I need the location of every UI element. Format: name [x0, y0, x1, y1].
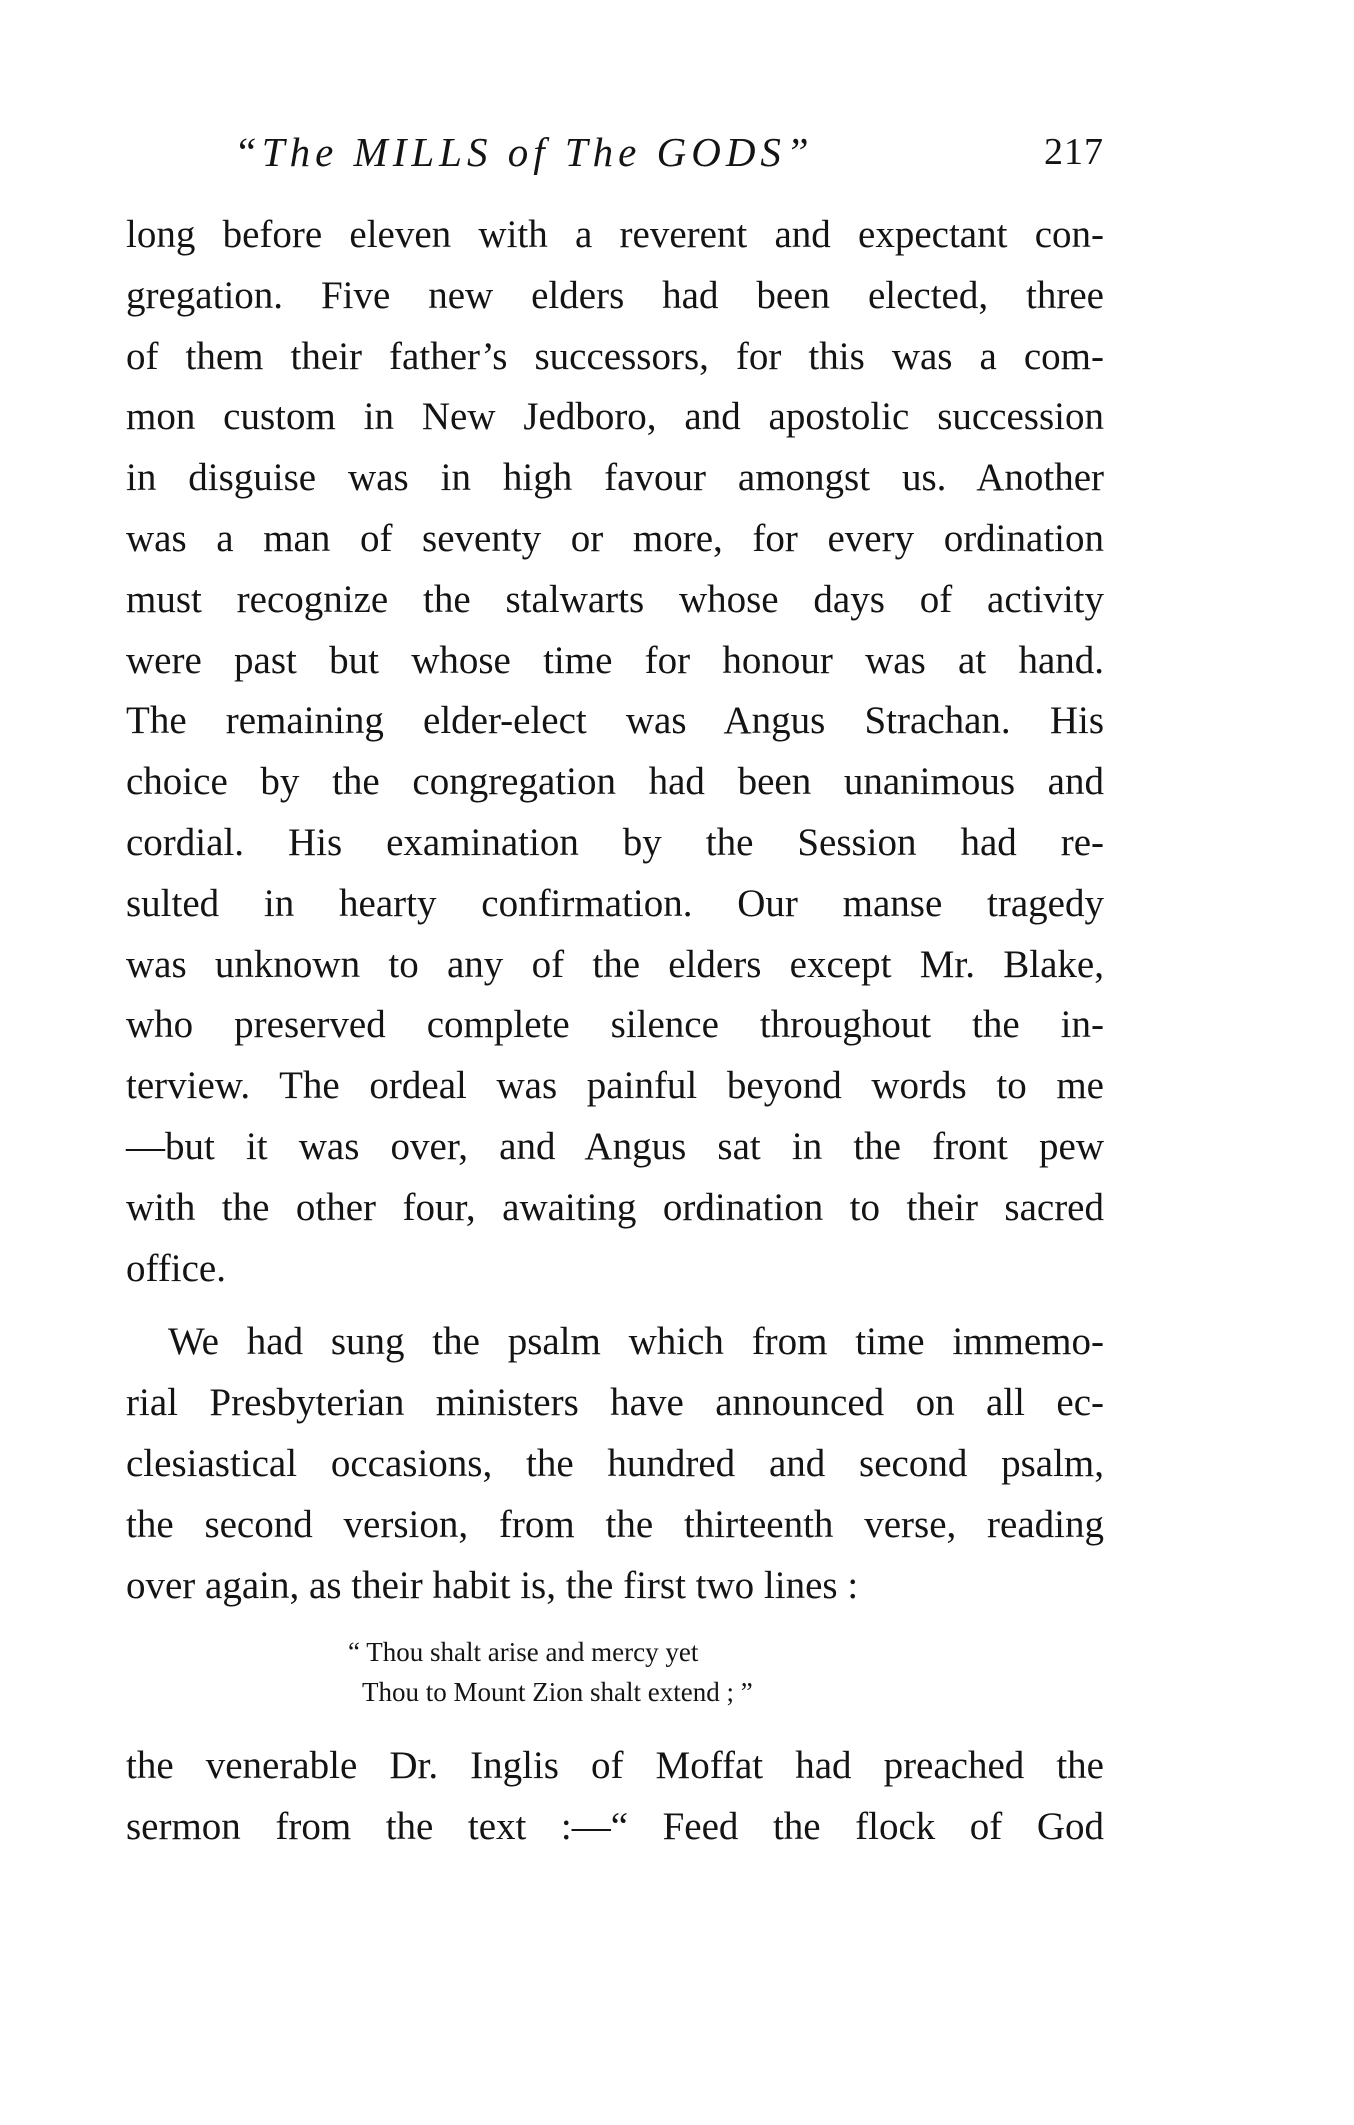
text-line: office. [126, 1246, 226, 1290]
text-line: sulted in hearty confirmation. Our manse tragedy [126, 881, 1104, 925]
text-line: the second version, from the thirteenth verse, reading [126, 1502, 1104, 1546]
text-line: —but it was over, and Angus sat in the front pew [126, 1124, 1104, 1168]
paragraph-1 [126, 205, 1104, 1299]
text-line: cordial. His examination by the Session had re- [126, 820, 1104, 864]
text-line: must recognize the stalwarts whose days of activity [126, 577, 1104, 621]
text-line: with the other four, awaiting ordination to their sacred [126, 1185, 1104, 1229]
page-number: 217 [1044, 131, 1104, 173]
text-line: was unknown to any of the elders except Mr. Blake, [126, 942, 1104, 986]
verse-line: “ Thou shalt arise and mercy yet [348, 1637, 699, 1668]
text-line: We had sung the psalm which from time immemo- [168, 1320, 1104, 1364]
text-line: choice by the congregation had been unanimous and [126, 760, 1104, 804]
text-line: rial Presbyterian ministers have announced on all ec- [126, 1381, 1104, 1425]
verse-quotation [126, 1632, 1104, 1712]
text-line: sermon from the text :—“ Feed the flock of God [126, 1805, 1104, 1849]
text-line: gregation. Five new elders had been elected, three [126, 273, 1104, 317]
text-line: the venerable Dr. Inglis of Moffat had preached the [126, 1744, 1104, 1788]
text-line: long before eleven with a reverent and expectant con- [126, 213, 1104, 256]
text-line: who preserved complete silence throughout the in- [126, 1003, 1104, 1047]
text-line: mon custom in New Jedboro, and apostolic succession [126, 395, 1104, 439]
text-line: was a man of seventy or more, for every ordination [126, 516, 1104, 560]
running-title: “The MILLS of The GODS” [234, 129, 814, 175]
paragraph-2 [126, 1312, 1104, 1616]
body-text [126, 205, 1104, 1858]
paragraph-3 [126, 1736, 1104, 1858]
paragraph-gap [126, 1299, 1104, 1312]
text-line: over again, as their habit is, the first two lines : [126, 1563, 859, 1607]
text-line: terview. The ordeal was painful beyond words to me [126, 1064, 1104, 1108]
text-line: in disguise was in high favour amongst us. Another [126, 456, 1104, 500]
text-line: were past but whose time for honour was at hand. [126, 638, 1104, 682]
text-line: clesiastical occasions, the hundred and second psalm, [126, 1441, 1104, 1485]
text-line: of them their father’s successors, for this was a com- [126, 334, 1104, 378]
verse-line: Thou to Mount Zion shalt extend ; ” [362, 1677, 753, 1708]
text-line: The remaining elder-elect was Angus Strachan. His [126, 699, 1104, 743]
running-head [126, 128, 1104, 188]
